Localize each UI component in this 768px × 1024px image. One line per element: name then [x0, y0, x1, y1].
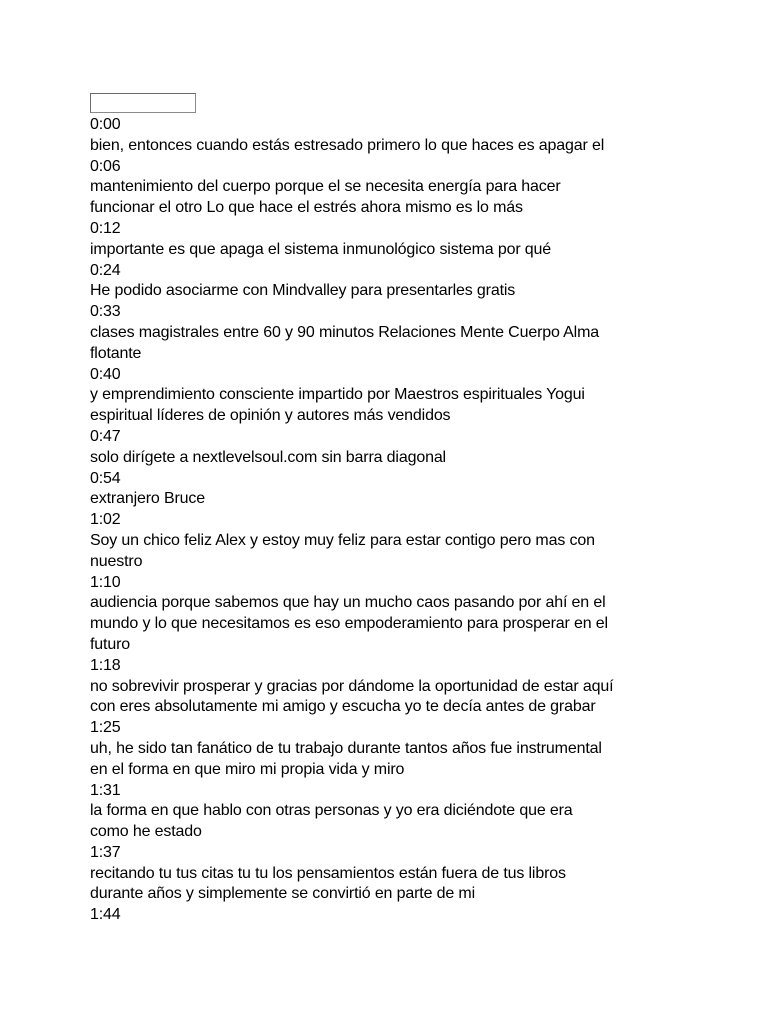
timestamp: 0:54: [90, 469, 121, 487]
transcript-line: funcionar el otro Lo que hace el estrés ahora mismo es lo más: [90, 199, 523, 217]
timestamp: 1:02: [90, 511, 121, 529]
transcript-line: mantenimiento del cuerpo porque el se necesita energía para hacer: [90, 178, 561, 196]
timestamp: 0:33: [90, 303, 121, 321]
timestamp: 1:37: [90, 843, 121, 861]
transcript-line: solo dirígete a nextlevelsoul.com sin barra diagonal: [90, 448, 446, 466]
blank-input-box[interactable]: [90, 93, 196, 113]
transcript-line: durante años y simplemente se convirtió en parte de mi: [90, 885, 475, 903]
document-page: [90, 93, 750, 926]
timestamp: 1:18: [90, 656, 121, 674]
transcript-line: futuro: [90, 635, 131, 653]
transcript-line: Soy un chico feliz Alex y estoy muy feliz para estar contigo pero mas con: [90, 531, 595, 549]
transcript-line: He podido asociarme con Mindvalley para presentarles gratis: [90, 282, 516, 300]
transcript-line: como he estado: [90, 823, 202, 841]
transcript-line: con eres absolutamente mi amigo y escucha yo te decía antes de grabar: [90, 698, 596, 716]
transcript-line: uh, he sido tan fanático de tu trabajo durante tantos años fue instrumental: [90, 739, 602, 757]
timestamp: 0:47: [90, 427, 121, 445]
timestamp: 0:24: [90, 261, 121, 279]
transcript-line: bien, entonces cuando estás estresado primero lo que haces es apagar el: [90, 136, 605, 154]
timestamp: 1:25: [90, 719, 121, 737]
timestamp: 0:00: [90, 116, 121, 133]
transcript-line: nuestro: [90, 552, 143, 570]
transcript-line: espiritual líderes de opinión y autores más vendidos: [90, 407, 451, 425]
timestamp: 1:31: [90, 781, 121, 799]
transcript-line: flotante: [90, 344, 142, 362]
transcript-line: en el forma en que miro mi propia vida y miro: [90, 760, 405, 778]
timestamp: 0:12: [90, 219, 121, 237]
transcript-line: la forma en que hablo con otras personas y yo era diciéndote que era: [90, 802, 573, 820]
timestamp: 0:06: [90, 157, 121, 175]
transcript: [90, 115, 750, 926]
transcript-line: audiencia porque sabemos que hay un mucho caos pasando por ahí en el: [90, 594, 606, 612]
transcript-line: clases magistrales entre 60 y 90 minutos Relaciones Mente Cuerpo Alma: [90, 323, 600, 341]
transcript-line: importante es que apaga el sistema inmunológico sistema por qué: [90, 240, 552, 258]
transcript-line: no sobrevivir prosperar y gracias por dándome la oportunidad de estar aquí: [90, 677, 614, 695]
timestamp: 1:10: [90, 573, 121, 591]
transcript-line: y emprendimiento consciente impartido por Maestros espirituales Yogui: [90, 386, 585, 404]
transcript-line: mundo y lo que necesitamos es eso empoderamiento para prosperar en el: [90, 615, 608, 633]
transcript-line: recitando tu tus citas tu tu los pensamientos están fuera de tus libros: [90, 864, 566, 882]
timestamp: 0:40: [90, 365, 121, 383]
transcript-line: extranjero Bruce: [90, 490, 205, 508]
timestamp: 1:44: [90, 906, 121, 924]
